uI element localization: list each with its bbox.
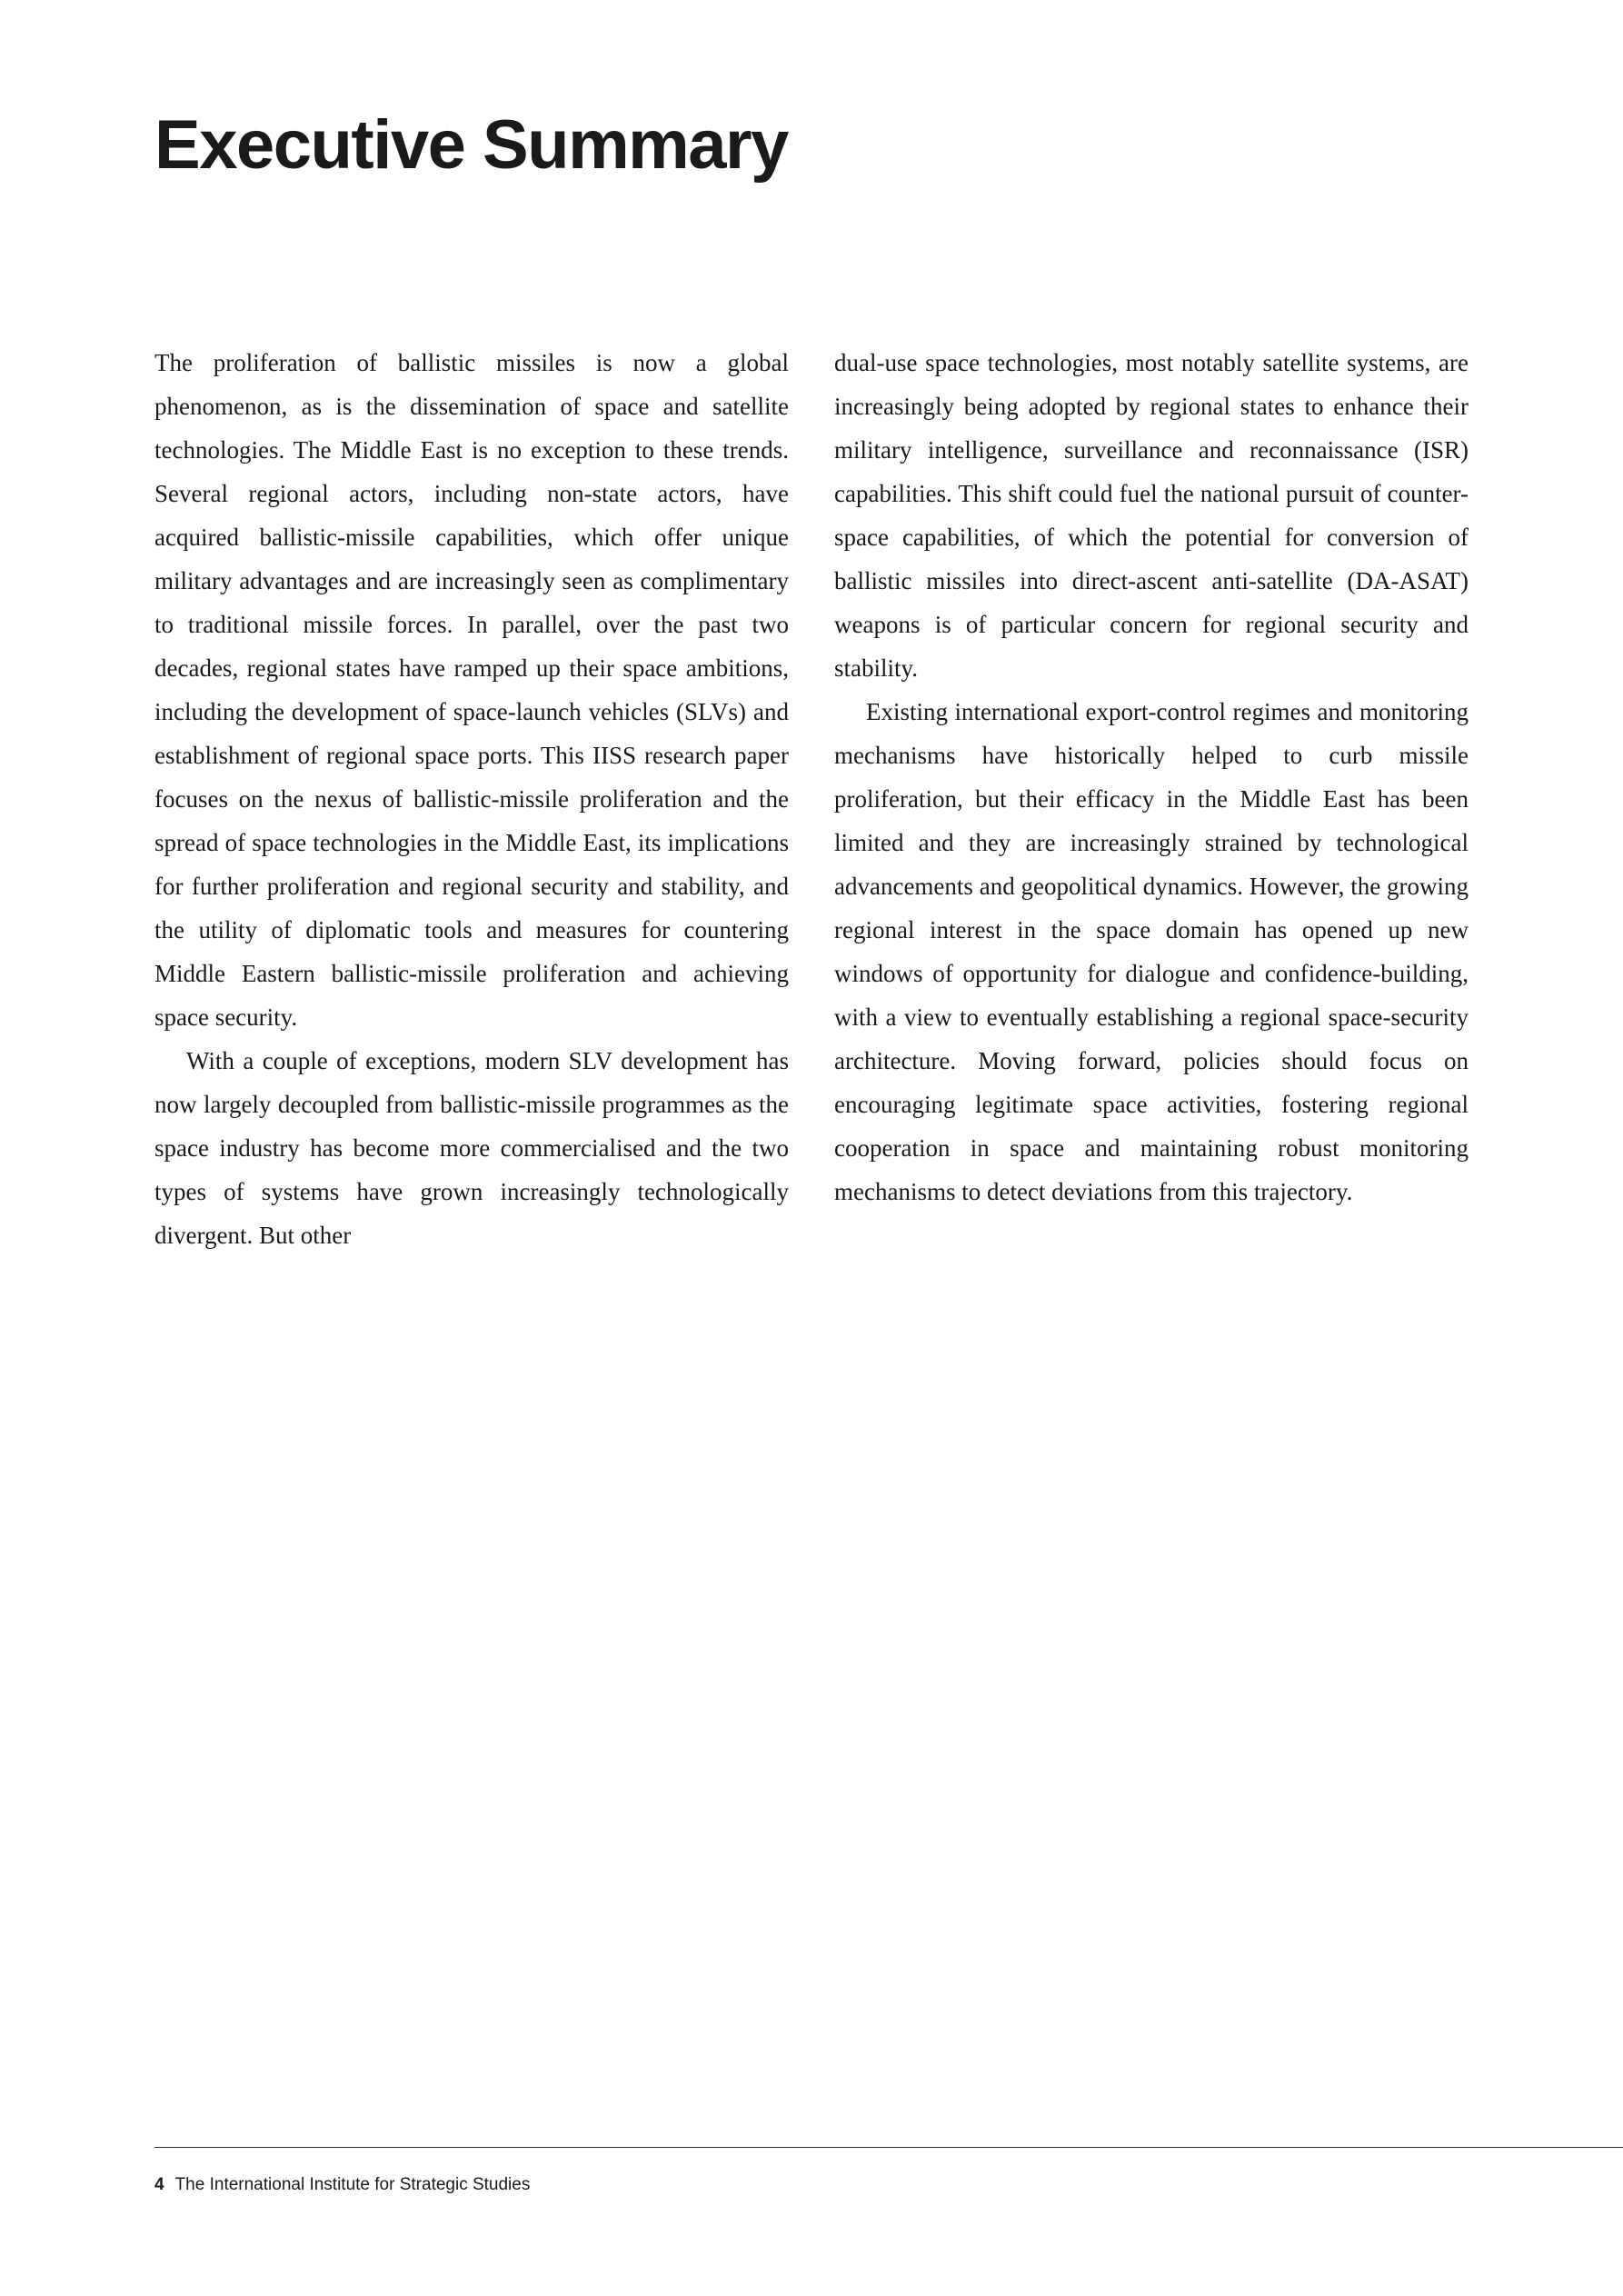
left-column	[154, 341, 789, 1257]
paragraph: dual-use space technologies, most notably satellite systems, are increasingly being adopted by regional states to enhance their military intelligence, surveillance and reconnaissance (ISR) capabilities. This shift could fuel the national pursuit of counter-space capabilities, of which the potential for conversion of ballistic missiles into direct-ascent anti-satellite (DA-ASAT) weapons is of particular concern for regional security and stability.	[834, 349, 1469, 682]
footer-divider	[154, 2147, 1623, 2148]
page-title: Executive Summary	[154, 106, 788, 184]
paragraph: Existing international export-control regimes and monitoring mechanisms have historically helped to curb missile proliferation, but their efficacy in the Middle East has been limited and they are increasingly strained by technological advancements and geopolitical dynamics. However, the growing regional interest in the space domain has opened up new windows of opportunity for dialogue and confidence-building, with a view to eventually establishing a regional space-security architecture. Moving forward, policies should focus on encouraging legitimate space activities, fostering regional cooperation in space and maintaining robust monitoring mechanisms to detect deviations from this trajectory.	[834, 698, 1469, 1205]
publisher-name: The International Institute for Strategic Studies	[174, 2175, 531, 2194]
page-number: 4	[154, 2175, 164, 2194]
page-footer	[154, 2175, 530, 2195]
paragraph: With a couple of exceptions, modern SLV development has now largely decoupled from ballistic-missile programmes as the space industry has become more commercialised and the two types of systems have grown increasingly technologically divergent. But other	[154, 1047, 789, 1249]
paragraph: The proliferation of ballistic missiles is now a global phenomenon, as is the dissemination of space and satellite technologies. The Middle East is no exception to these trends. Several regional actors, including non-state actors, have acquired ballistic-missile capabilities, which offer unique military advantages and are increasingly seen as complimentary to traditional missile forces. In parallel, over the past two decades, regional states have ramped up their space ambitions, including the development of space-launch vehicles (SLVs) and establishment of regional space ports. This IISS research paper focuses on the nexus of ballistic-missile proliferation and the spread of space technologies in the Middle East, its implications for further proliferation and regional security and stability, and the utility of diplomatic tools and measures for countering Middle Eastern ballistic-missile proliferation and achieving space security.	[154, 349, 789, 1031]
right-column	[834, 341, 1469, 1213]
